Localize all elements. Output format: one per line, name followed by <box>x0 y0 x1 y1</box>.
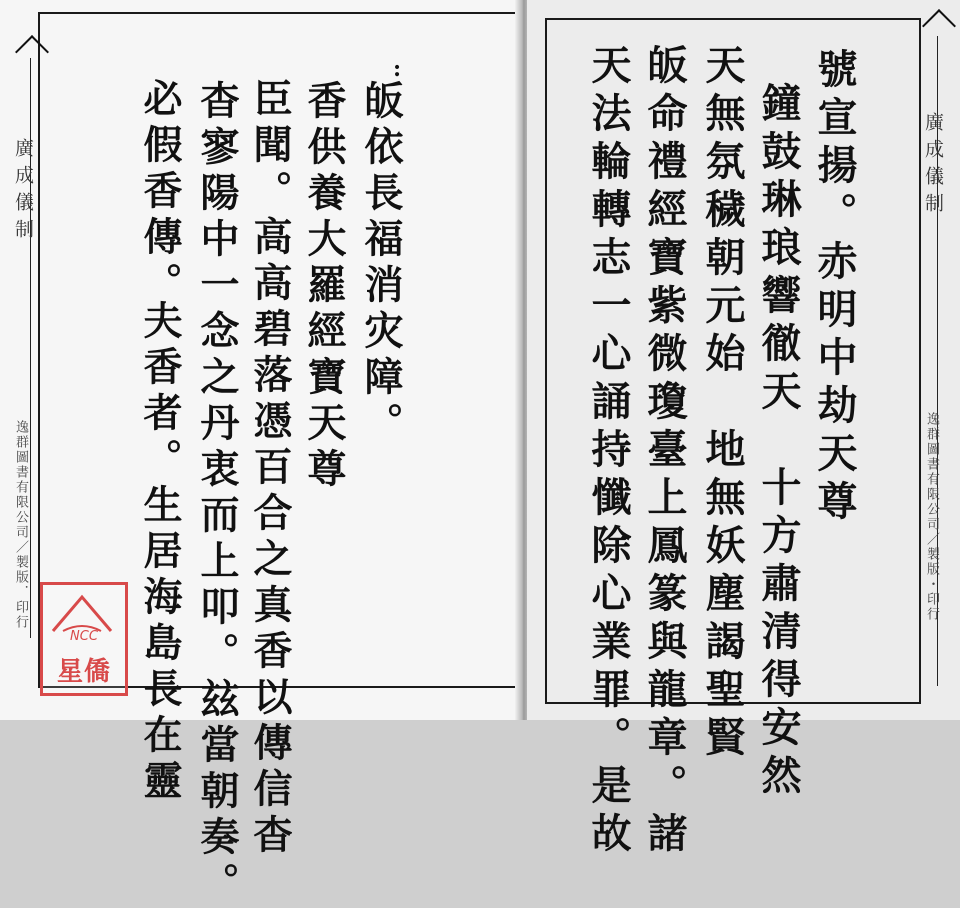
stamp-ncc-text: NCC <box>70 629 98 644</box>
right-page <box>527 0 960 860</box>
text-column-2: 香供養大羅經寶天尊 <box>301 80 347 494</box>
left-margin-title: 廣成儀制 <box>12 138 34 246</box>
text-column-1: 皈依長福消灾障。 <box>358 80 404 448</box>
right-corner-chevron-icon <box>922 9 956 43</box>
colon-mark: : <box>393 56 402 82</box>
left-margin-publisher: 逸群圖書有限公司／製版．印行 <box>13 420 28 630</box>
right-margin-title: 廣成儀制 <box>922 112 944 220</box>
text-column-8: 鐘鼓琳琅響徹天 十方肅清得安然 <box>755 82 802 802</box>
text-column-11: 天法輪轉志一心誦持懺除心業罪。是故 <box>585 44 632 860</box>
text-column-6: 夫香者。生居海島長在靈 <box>137 300 183 806</box>
text-column-4: 杳寥陽中一念之丹衷而上叩。玆當朝奏。 <box>194 80 240 908</box>
text-column-3: 臣聞。高高碧落憑百合之真香以傳信杳 <box>247 78 293 860</box>
ncc-stamp <box>40 582 128 696</box>
right-margin-publisher: 逸群圖書有限公司／製版・印行 <box>924 412 939 622</box>
text-column-5: 必假香傳。 <box>137 78 183 308</box>
text-column-9: 天無氛穢朝元始 地無妖塵謁聖賢 <box>699 44 746 764</box>
text-column-10: 皈命禮經寶紫微瓊臺上鳳篆與龍章。諸 <box>641 44 688 860</box>
stamp-name-text: 星僑 <box>56 657 111 687</box>
text-column-7: 號宣揚。赤明中劫天尊 <box>811 48 858 528</box>
